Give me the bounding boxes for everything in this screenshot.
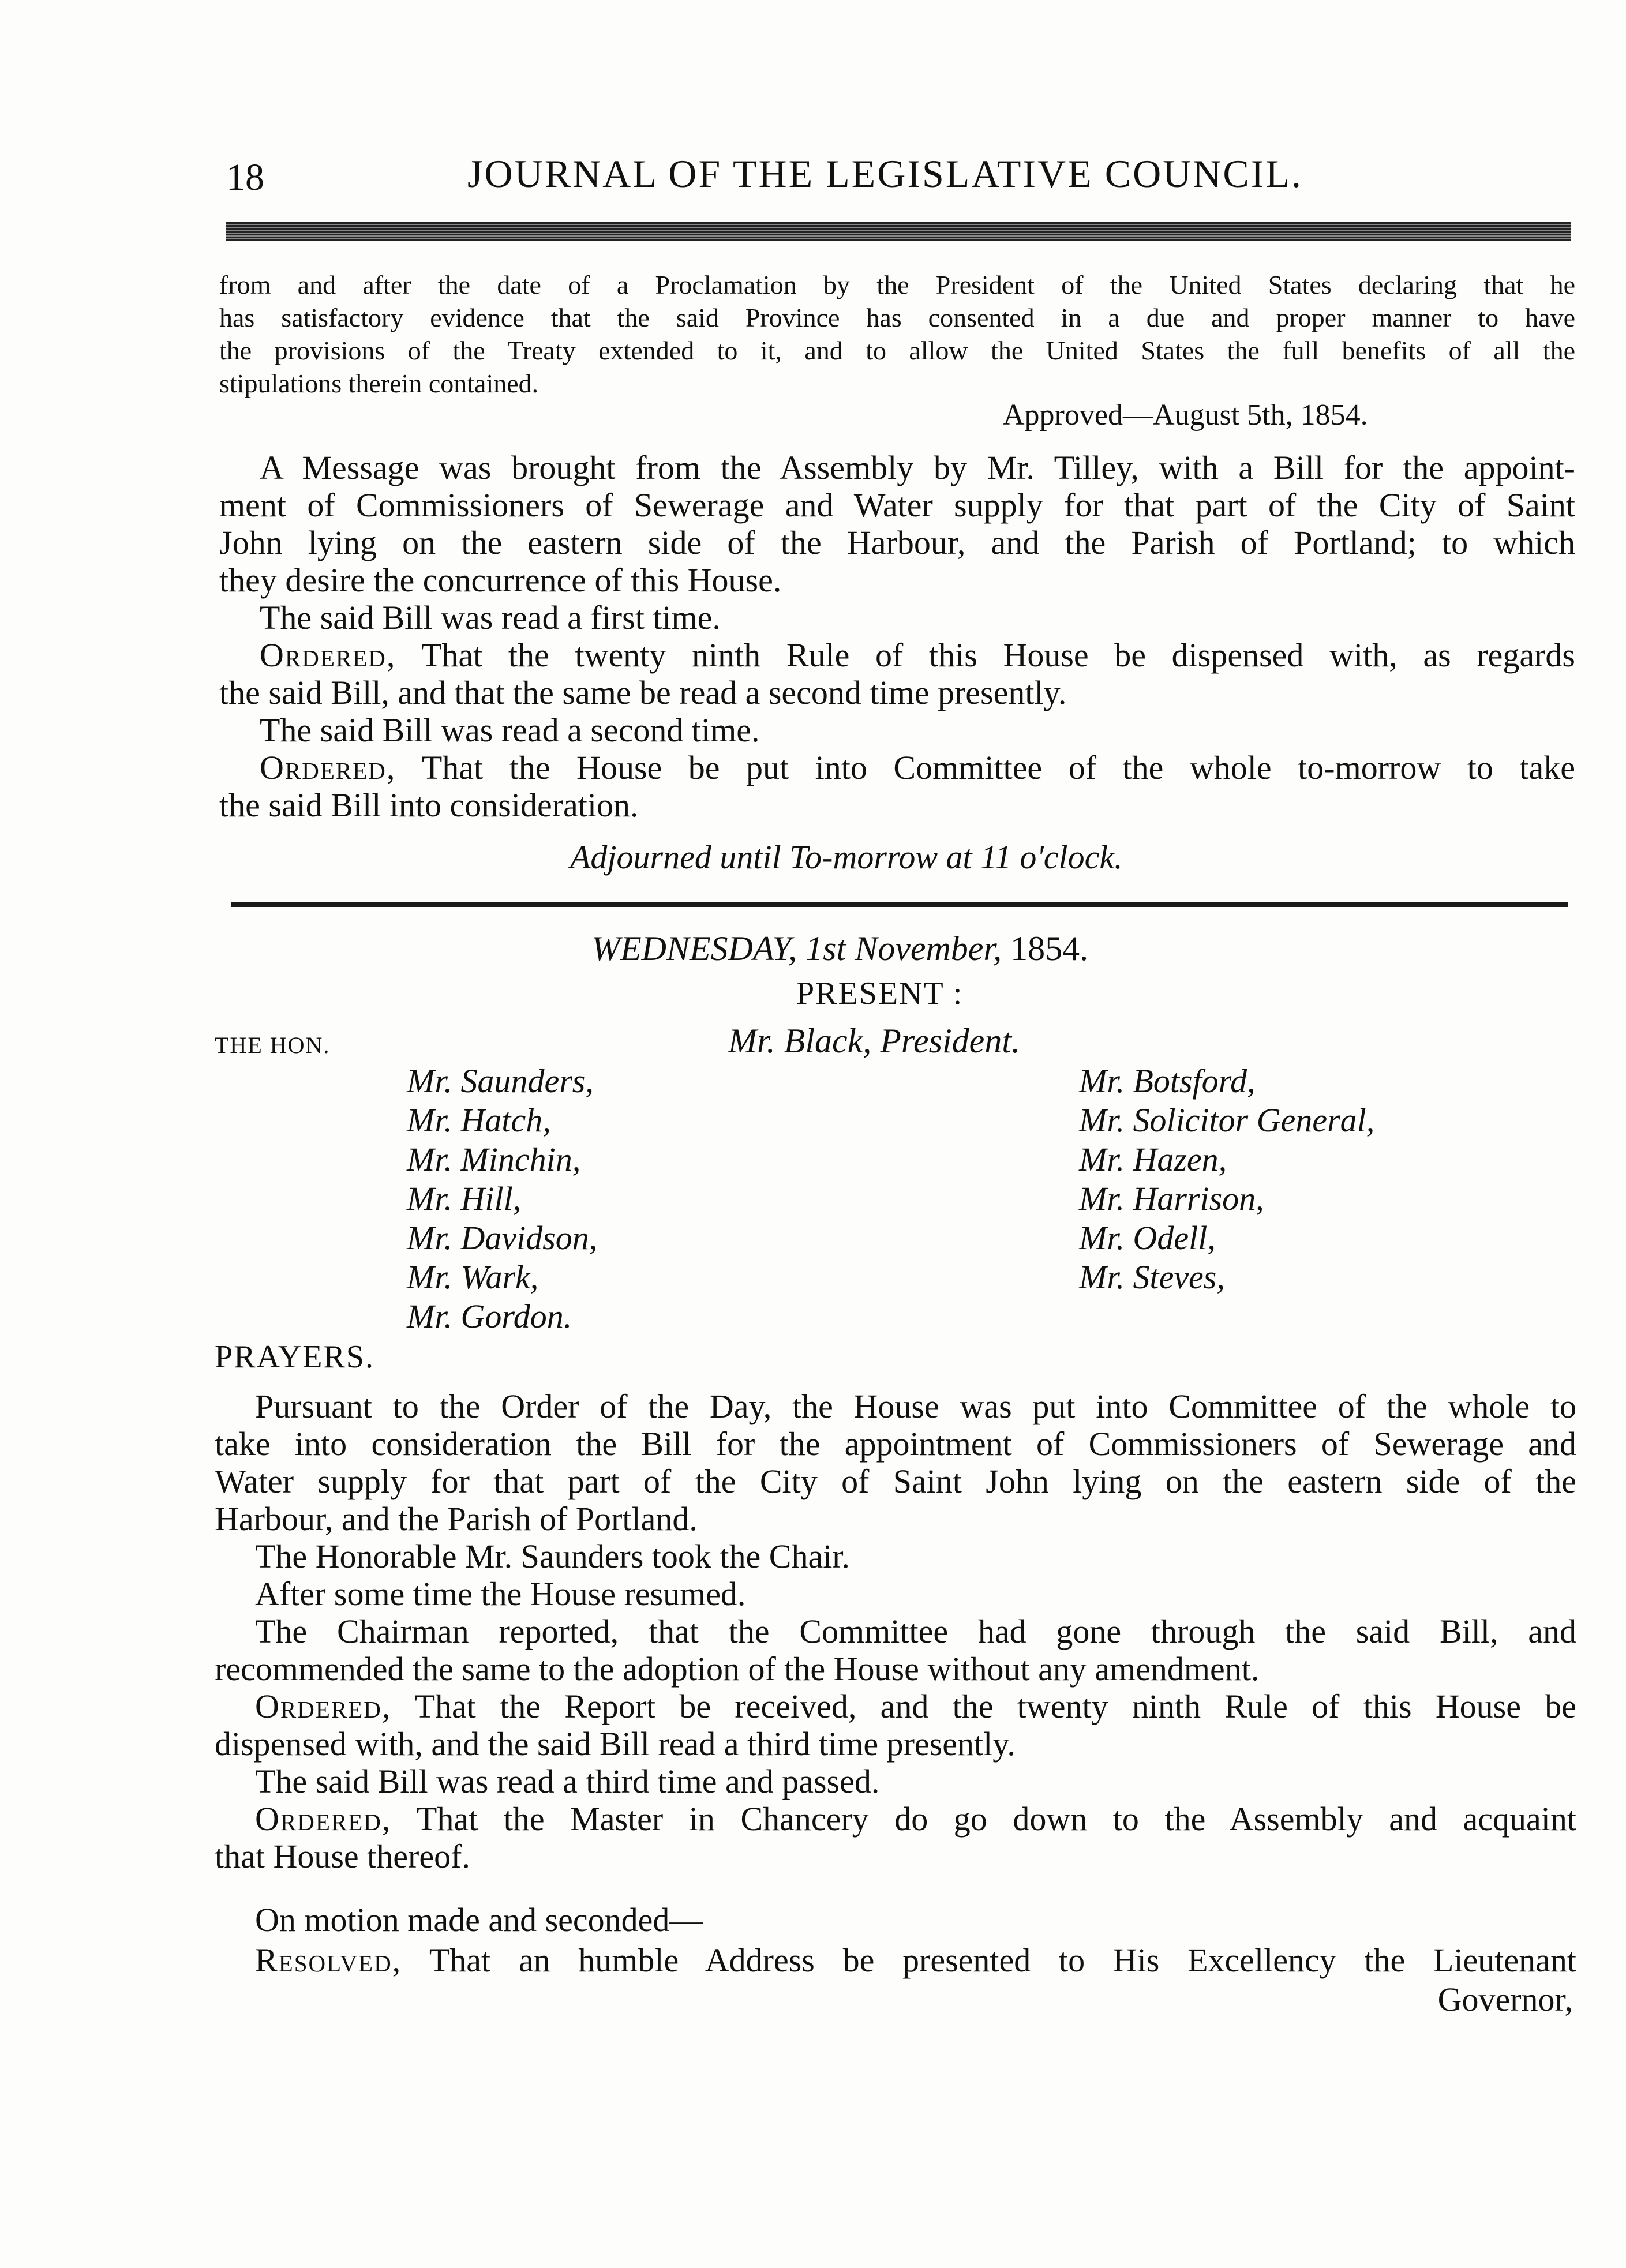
member-name: Mr. Solicitor General, [1079,1101,1375,1139]
text-line: dispensed with, and the said Bill read a third time presently. [215,1725,1016,1763]
members-right-column [1079,1062,1374,1297]
member-name: Mr. Wark, [407,1258,539,1296]
text-line: The Chairman reported, that the Committee had gone through the said Bill, and [255,1613,1576,1650]
text-line: they desire the concurrence of this House. [219,561,782,599]
chair-line [215,1538,1576,1575]
text-line: Ordered, That the twenty ninth Rule of this House be dispensed with, as regards [260,636,1575,674]
first-reading [219,599,1575,636]
text-line: The said Bill was read a first time. [260,599,721,636]
section-divider [231,902,1568,907]
text-line: Resolved, That an humble Address be presented to His Excellency the Lieutenant [255,1941,1576,1979]
ordered-label: Ordered, [260,749,396,786]
text-line: Water supply for that part of the City of Saint John lying on the eastern side of the [215,1463,1576,1500]
text-line: that House thereof. [215,1838,470,1875]
resolved-paragraph [215,1941,1576,1979]
text-line: has satisfactory evidence that the said Province has consented in a due and proper manner to have [219,303,1575,332]
president-name: Mr. Black, President. [728,1022,1020,1060]
member-name: Mr. Gordon. [407,1298,572,1335]
text-line: stipulations therein contained. [219,369,539,398]
ordered-paragraph [215,1800,1576,1875]
text-line: Ordered, That the Master in Chancery do go down to the Assembly and acquaint [255,1800,1576,1838]
member-name: Mr. Davidson, [407,1219,598,1257]
text-line: Harbour, and the Parish of Portland. [215,1500,698,1538]
members-left-column [407,1062,597,1336]
ordered-paragraph [219,749,1575,824]
member-name: Mr. Odell, [1079,1219,1216,1257]
ordered-label: Ordered, [255,1688,392,1725]
third-reading [215,1763,1576,1800]
member-name: Mr. Saunders, [407,1062,594,1100]
the-hon-label: THE HON. [215,1032,331,1058]
resumed-line [215,1575,1576,1613]
text-line: The said Bill was read a third time and passed. [255,1763,880,1800]
ordered-label: Ordered, [255,1800,392,1838]
text-line: from and after the date of a Proclamation by the President of the United States declaring that he [219,270,1575,299]
text-line: A Message was brought from the Assembly by Mr. Tilley, with a Bill for the appoint- [260,449,1575,486]
chairman-report-paragraph [215,1613,1576,1688]
text-line: recommended the same to the adoption of the House without any amendment. [215,1650,1260,1688]
text-line: John lying on the eastern side of the Harbour, and the Parish of Portland; to which [219,524,1575,561]
text-line: The Honorable Mr. Saunders took the Chair. [255,1538,850,1575]
text-line: Ordered, That the Report be received, and the twenty ninth Rule of this House be [255,1688,1576,1725]
text-line: take into consideration the Bill for the appointment of Commissioners of Sewerage and [215,1425,1576,1463]
second-reading [219,711,1575,749]
present-heading: PRESENT : [796,976,964,1011]
header-rule [226,222,1571,241]
text-line: The said Bill was read a second time. [260,711,760,749]
ordered-label: Ordered, [260,636,396,674]
member-name: Mr. Botsford, [1079,1062,1256,1100]
motion-line [215,1901,1576,1939]
text-line: Ordered, That the House be put into Committee of the whole to-morrow to take [260,749,1575,786]
session-date: WEDNESDAY, 1st November, 1854. [591,929,1089,968]
pursuant-paragraph [215,1388,1576,1538]
prayers-heading: PRAYERS. [215,1339,374,1375]
text-line: the said Bill, and that the same be read a second time presently. [219,674,1067,711]
text-line: the said Bill into consideration. [219,786,639,824]
resolved-label: Resolved, [255,1941,402,1979]
ordered-paragraph [219,636,1575,711]
member-name: Mr. Steves, [1079,1258,1225,1296]
member-name: Mr. Harrison, [1079,1180,1264,1217]
member-name: Mr. Hatch, [407,1101,551,1139]
adjourned-note: Adjourned until To-morrow at 11 o'clock. [570,838,1123,876]
text-line: Pursuant to the Order of the Day, the House was put into Committee of the whole to [255,1388,1576,1425]
member-name: Mr. Minchin, [407,1141,581,1178]
text-line: the provisions of the Treaty extended to it, and to allow the United States the full benefits of all the [219,336,1575,365]
ordered-paragraph [215,1688,1576,1763]
catchword: Governor, [1437,1981,1573,2018]
text-line: On motion made and seconded— [255,1901,703,1939]
member-name: Mr. Hazen, [1079,1141,1227,1178]
approved-date: Approved—August 5th, 1854. [1003,399,1368,432]
text-line: After some time the House resumed. [255,1575,746,1613]
text-line: ment of Commissioners of Sewerage and Water supply for that part of the City of Saint [219,486,1575,524]
page-title: JOURNAL OF THE LEGISLATIVE COUNCIL. [467,152,1303,196]
member-name: Mr. Hill, [407,1180,522,1217]
message-paragraph [219,449,1575,599]
page-number: 18 [226,156,264,198]
continuation-paragraph [219,268,1575,400]
